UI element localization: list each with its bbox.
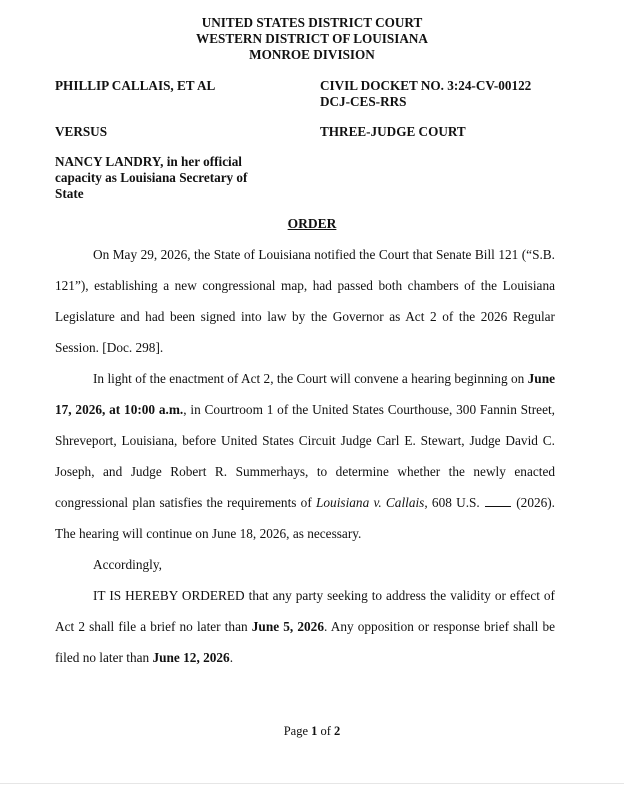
order-body	[55, 239, 555, 673]
citation-page-blank	[485, 497, 511, 507]
page-total: 2	[334, 724, 341, 738]
docket-number	[320, 78, 580, 110]
district-name: WESTERN DISTRICT OF LOUISIANA	[196, 31, 428, 46]
paragraph-notification: On May 29, 2026, the State of Louisiana notified the Court that Senate Bill 121 (“S.B. 121”), establishing a new congressional map, had passed both chambers of the Louisiana Legislature and had been signed into law by the Governor as Act 2 of the 2026 Regular Session. [Doc. 298].	[55, 247, 555, 355]
court-type: THREE-JUDGE COURT	[320, 124, 466, 139]
response-deadline: June 12, 2026	[152, 650, 230, 665]
paragraph-ordered	[55, 580, 555, 673]
defendant-line-1: NANCY LANDRY, in her official	[55, 154, 242, 169]
of-word: of	[320, 724, 331, 738]
ordered-text-c: .	[229, 650, 234, 665]
hearing-text-c: (2026). The hearing will continue on June 18, 2026, as necessary.	[55, 495, 556, 541]
court-header	[0, 15, 624, 63]
order-title: ORDER	[287, 216, 337, 231]
defendant-line-3: State	[55, 186, 84, 201]
ordered-text-a: IT IS HEREBY ORDERED that any party seeking to address the validity or effect of Act 2 shall file a brief no later than	[55, 588, 555, 634]
plaintiff-name: PHILLIP CALLAIS, ET AL	[55, 78, 216, 93]
hearing-text-b: , in Courtroom 1 of the United States Courthouse, 300 Fannin Street, Shreveport, Louisiana, before United States Circuit Judge Carl E. Stewart, Judge David C. Joseph, and Judge Robert R. Summerhays, to determine whether the newly enacted congressional plan satisfies the requirements of	[55, 402, 555, 510]
versus-label: VERSUS	[55, 124, 108, 139]
docket-line-2: DCJ-CES-RRS	[320, 94, 407, 109]
paragraph-hearing	[55, 363, 555, 549]
page-number: 1	[311, 724, 318, 738]
ordered-text-b: . Any opposition or response brief shall be filed no later than	[55, 619, 555, 665]
hearing-date: June 17, 2026, at 10:00 a.m.	[55, 371, 555, 417]
case-name: Louisiana v. Callais	[316, 495, 425, 510]
hearing-text-a: In light of the enactment of Act 2, the Court will convene a hearing beginning on	[93, 371, 528, 386]
page-footer	[0, 724, 624, 739]
paragraph-accordingly: Accordingly,	[93, 557, 162, 572]
docket-line-1: CIVIL DOCKET NO. 3:24-CV-00122	[320, 78, 532, 93]
defendant-line-2: capacity as Louisiana Secretary of	[55, 170, 248, 185]
case-citation: , 608 U.S.	[424, 495, 484, 510]
brief-deadline: June 5, 2026	[251, 619, 324, 634]
court-name: UNITED STATES DISTRICT COURT	[201, 15, 423, 30]
defendant-name	[55, 154, 300, 202]
page-word: Page	[283, 724, 308, 738]
division-name: MONROE DIVISION	[249, 47, 375, 62]
page-bottom-divider	[0, 783, 624, 784]
